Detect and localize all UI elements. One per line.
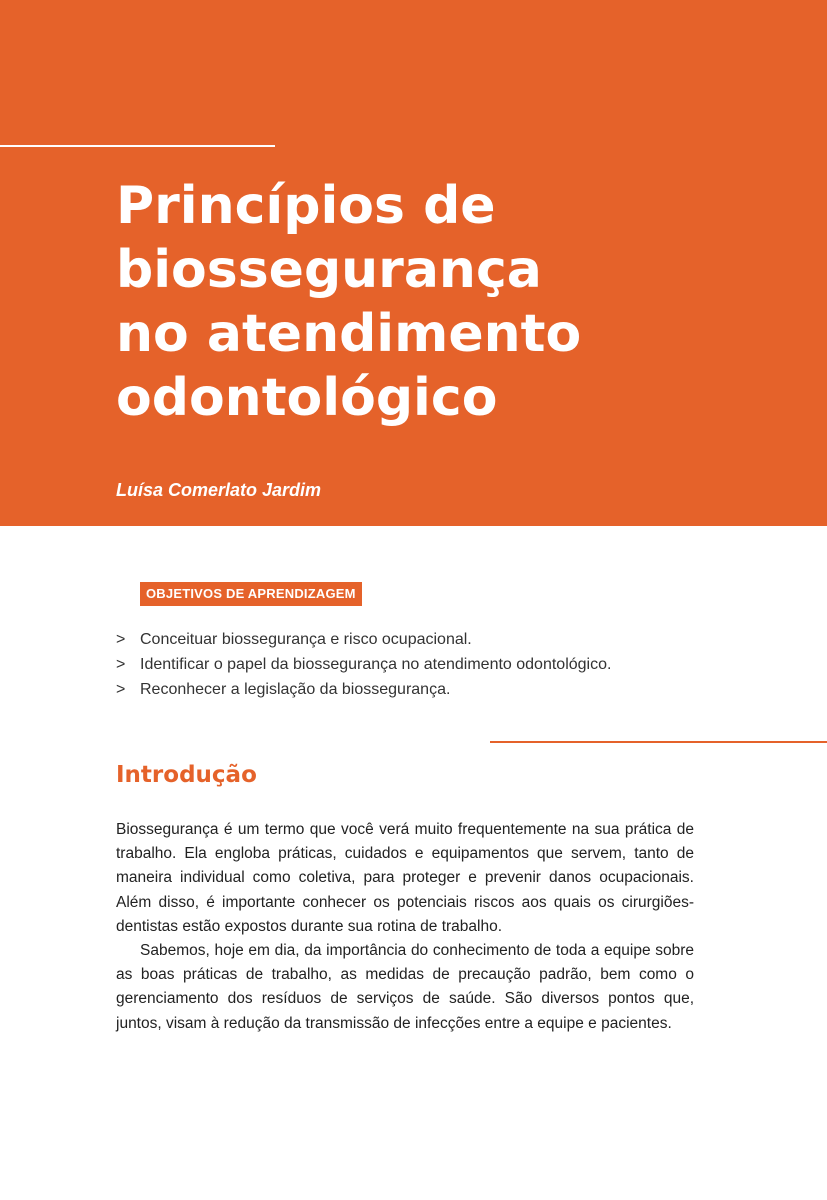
objective-item — [116, 627, 756, 652]
chapter-title-line: odontológico — [116, 368, 498, 428]
introduction-body — [116, 818, 694, 1036]
objective-text: Identificar o papel da biossegurança no atendimento odontológico. — [140, 656, 612, 673]
objective-text: Reconhecer a legislação da biossegurança. — [140, 681, 451, 698]
chevron-right-icon: > — [116, 631, 126, 648]
objective-text: Conceituar biossegurança e risco ocupacional. — [140, 631, 472, 648]
body-paragraph: Sabemos, hoje em dia, da importância do conhecimento de toda a equipe sobre as boas práticas de trabalho, as medidas de precaução padrão, bem como o gerenciamento dos resíduos de serviços de saúde. São diversos pontos que, juntos, visam à redução da transmissão de infecções entre a equipe e pacientes. — [116, 942, 694, 1032]
objective-item — [116, 677, 756, 702]
chapter-title-line: biossegurança — [116, 240, 542, 300]
chapter-header-banner — [0, 0, 827, 526]
body-paragraph: Biossegurança é um termo que você verá muito frequentemente na sua prática de trabalho. Ela engloba práticas, cuidados e equipamentos que servem, tanto de maneira individual como coletiva, para proteger e prevenir danos ocupacionais. Além disso, é importante conhecer os potenciais riscos aos quais os cirurgiões-dentistas estão expostos durante sua rotina de trabalho. — [116, 821, 694, 935]
chevron-right-icon: > — [116, 681, 126, 698]
header-divider-line — [0, 145, 275, 147]
chapter-title — [116, 174, 806, 430]
section-divider-line — [490, 741, 827, 743]
section-heading-introduction: Introdução — [116, 762, 257, 788]
learning-objectives-list — [116, 627, 756, 702]
chapter-title-line: Princípios de — [116, 176, 496, 236]
learning-objectives-badge: OBJETIVOS DE APRENDIZAGEM — [140, 582, 362, 606]
chapter-title-line: no atendimento — [116, 304, 582, 364]
chevron-right-icon: > — [116, 656, 126, 673]
objective-item — [116, 652, 756, 677]
chapter-author: Luísa Comerlato Jardim — [116, 480, 322, 500]
